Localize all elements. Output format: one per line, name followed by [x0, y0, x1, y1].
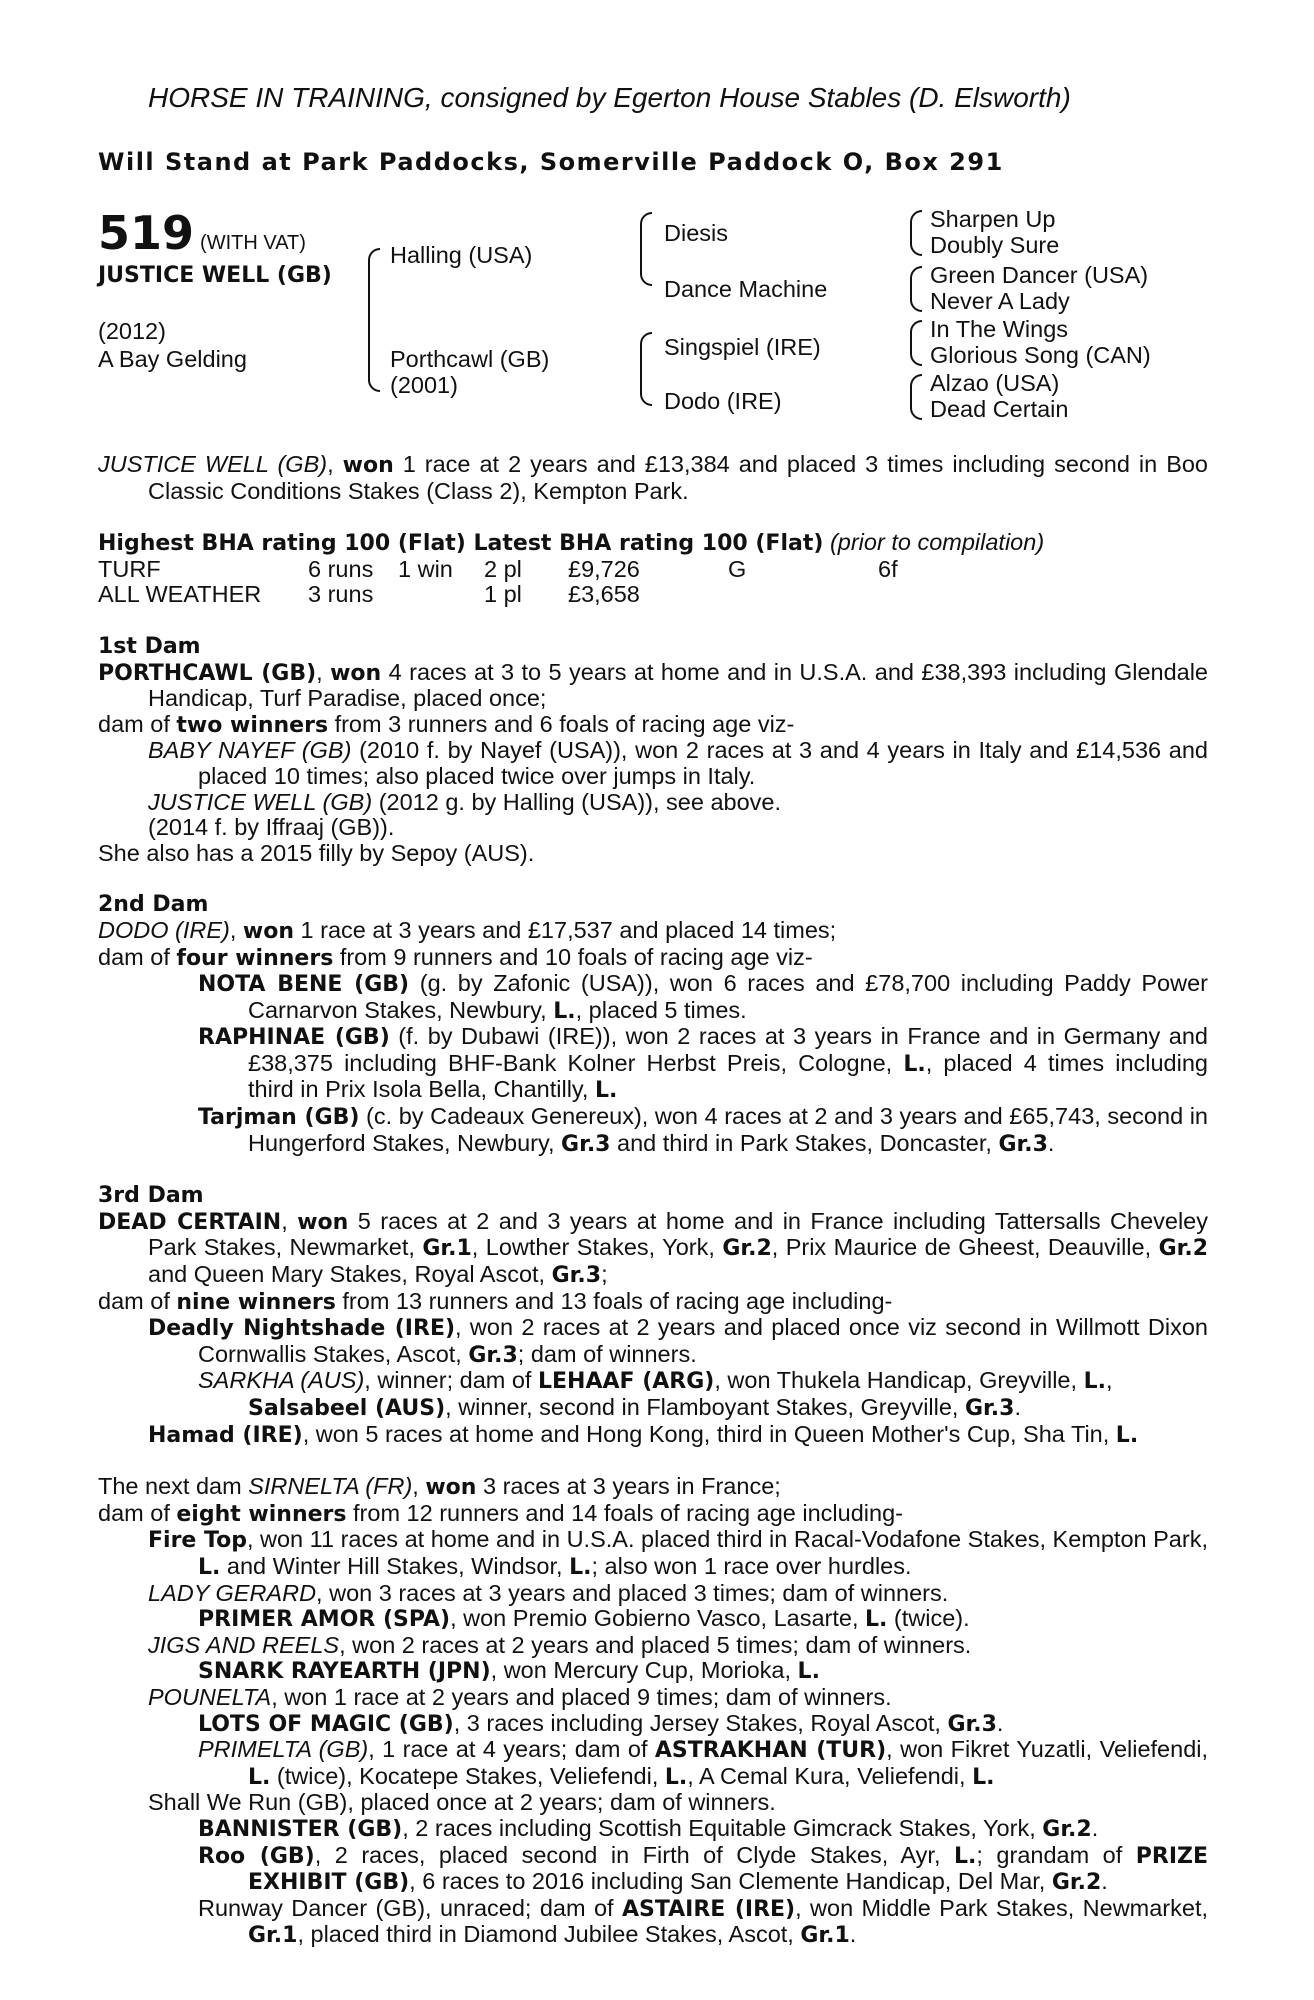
dam4-produce-5: Shall We Run (GB), placed once at 2 years; dam of winners. — [148, 1789, 776, 1816]
dam1-produce-1: BABY NAYEF (GB) (2010 f. by Nayef (USA)), won 2 races at 3 and 4 years in Italy and £14,536 and placed 10 times; also placed twice over jumps in Italy. — [148, 737, 1208, 789]
pedigree-g7: Alzao (USA) — [930, 370, 1060, 396]
pedigree-g2: Doubly Sure — [930, 232, 1060, 258]
pedigree-g3: Green Dancer (USA) — [930, 262, 1149, 288]
dam3-produce-summary: dam of nine winners from 13 runners and 13 foals of racing age including- — [98, 1287, 893, 1315]
page-title: HORSE IN TRAINING, consigned by Egerton House Stables (D. Elsworth) — [148, 82, 1071, 113]
dam2-produce-3: Tarjman (GB) (c. by Cadeaux Genereux), won 4 races at 2 and 3 years and £65,743, second in Hungerford Stakes, Newbury, Gr.3 and third in Park Stakes, Doncaster, Gr.3. — [198, 1103, 1208, 1157]
g-brace-2 — [910, 266, 922, 312]
sire-parents-brace — [640, 212, 652, 286]
dam1-produce-2: JUSTICE WELL (GB) (2012 g. by Halling (USA)), see above. — [148, 788, 782, 815]
dam4-produce-3a: SNARK RAYEARTH (JPN), won Mercury Cup, Morioka, L. — [198, 1657, 820, 1685]
pedigree-g4: Never A Lady — [930, 288, 1070, 314]
pedigree-g5: In The Wings — [930, 316, 1069, 342]
dam4-produce-4a: LOTS OF MAGIC (GB), 3 races including Jersey Stakes, Royal Ascot, Gr.3. — [198, 1709, 1004, 1737]
turf-row: TURF 6 runs 1 win 2 pl £9,726 G 6f — [98, 555, 898, 582]
horse-name: JUSTICE WELL (GB) — [98, 263, 332, 288]
dam4-produce-4: POUNELTA, won 1 race at 2 years and placed 9 times; dam of winners. — [148, 1683, 892, 1710]
dam1-produce-summary: dam of two winners from 3 runners and 6 foals of racing age viz- — [98, 710, 795, 738]
dam4-produce-4b: PRIMELTA (GB), 1 race at 4 years; dam of ASTRAKHAN (TUR), won Fikret Yuzatli, Veliefendi, L. (twice), Kocatepe Stakes, Veliefendi, L., A Cemal Kura, Veliefendi, L. — [198, 1736, 1209, 1790]
lot-header — [98, 206, 306, 260]
pedigree-sire-dam: Dance Machine — [664, 276, 828, 302]
pedigree-g6: Glorious Song (CAN) — [930, 342, 1151, 368]
dam4-produce-summary: dam of eight winners from 12 runners and 14 foals of racing age including- — [98, 1499, 903, 1527]
pedigree-sire: Halling (USA) — [390, 242, 533, 268]
dam2-produce-summary: dam of four winners from 9 runners and 10 foals of racing age viz- — [98, 943, 813, 971]
g-brace-3 — [910, 320, 922, 366]
dam-parents-brace — [640, 332, 652, 406]
dam3-produce-1: Deadly Nightshade (IRE), won 2 races at 2 years and placed once viz second in Willmott Dixon Cornwallis Stakes, Ascot, Gr.3; dam of winners. — [148, 1314, 1208, 1368]
dam4-record: The next dam SIRNELTA (FR), won 3 races at 3 years in France; — [98, 1473, 781, 1501]
vat-note: (WITH VAT) — [200, 232, 306, 254]
dam1-note: She also has a 2015 filly by Sepoy (AUS). — [98, 839, 535, 866]
pedigree-dam-sire: Singspiel (IRE) — [664, 334, 821, 360]
pedigree-block — [98, 206, 1208, 431]
dam3-produce-2: Hamad (IRE), won 5 races at home and Hong Kong, third in Queen Mother's Cup, Sha Tin, L. — [148, 1420, 1139, 1448]
dam1-produce-3: (2014 f. by Iffraaj (GB)). — [148, 814, 395, 841]
pedigree-sire-sire: Diesis — [664, 220, 728, 246]
pedigree-dam-dam: Dodo (IRE) — [664, 388, 782, 414]
pedigree-g1: Sharpen Up — [930, 206, 1056, 232]
lot-number: 519 — [98, 206, 195, 260]
dam4-produce-5c: Runway Dancer (GB), unraced; dam of ASTAIRE (IRE), won Middle Park Stakes, Newmarket, Gr.1, placed third in Diamond Jubilee Stakes, Ascot, Gr.1. — [198, 1894, 1209, 1949]
summary-paragraph: JUSTICE WELL (GB), won 1 race at 2 years and £13,384 and placed 3 times including second in Boo Classic Conditions Stakes (Class 2), Kempton Park. — [98, 451, 1209, 504]
dam3-produce-1a: SARKHA (AUS), winner; dam of LEHAAF (ARG), won Thukela Handicap, Greyville, L., — [198, 1367, 1113, 1395]
dam3-record: DEAD CERTAIN, won 5 races at 2 and 3 years at home and in France including Tattersalls Cheveley Park Stakes, Newmarket, Gr.1, Lowther Stakes, York, Gr.2, Prix Maurice de Gheest, Deauville, Gr.2 and Queen Mary Stakes, Royal Ascot, Gr.3; — [98, 1207, 1208, 1289]
dam4-produce-2a: PRIMER AMOR (SPA), won Premio Gobierno Vasco, Lasarte, L. (twice). — [198, 1605, 970, 1633]
all-weather-row: ALL WEATHER 3 runs 1 pl £3,658 — [98, 581, 640, 608]
dam4-produce-2: LADY GERARD, won 3 races at 3 years and placed 3 times; dam of winners. — [148, 1579, 949, 1606]
dam4-produce-5a: BANNISTER (GB), 2 races including Scottish Equitable Gimcrack Stakes, York, Gr.2. — [198, 1814, 1099, 1842]
pedigree-dam: Porthcawl (GB) — [390, 346, 550, 372]
dam2-heading: 2nd Dam — [98, 892, 209, 918]
dam2-produce-1: NOTA BENE (GB) (g. by Zafonic (USA)), won 6 races and £78,700 including Paddy Power Carnarvon Stakes, Newbury, L., placed 5 times. — [198, 970, 1208, 1024]
dam1-heading: 1st Dam — [98, 633, 201, 659]
dam3-produce-1b: Salsabeel (AUS), winner, second in Flamboyant Stakes, Greyville, Gr.3. — [248, 1394, 1021, 1421]
stand-location: Will Stand at Park Paddocks, Somerville Paddock O, Box 291 — [98, 148, 1004, 176]
catalogue-body — [98, 452, 1208, 1949]
dam2-record: DODO (IRE), won 1 race at 3 years and £17,537 and placed 14 times; — [98, 916, 837, 944]
horse-year: (2012) — [98, 318, 166, 344]
pedigree-dam-year: (2001) — [390, 372, 458, 398]
g-brace-4 — [910, 374, 922, 420]
dam4-produce-1: Fire Top, won 11 races at home and in U.S.A. placed third in Racal-Vodafone Stakes, Kempton Park, L. and Winter Hill Stakes, Windsor, L.; also won 1 race over hurdles. — [148, 1526, 1208, 1580]
dam3-heading: 3rd Dam — [98, 1183, 204, 1209]
dam4-produce-3: JIGS AND REELS, won 2 races at 2 years and placed 5 times; dam of winners. — [148, 1631, 972, 1658]
pedigree-g8: Dead Certain — [930, 396, 1069, 422]
g-brace-1 — [910, 210, 922, 256]
dam1-record: PORTHCAWL (GB), won 4 races at 3 to 5 years at home and in U.S.A. and £38,393 including Glendale Handicap, Turf Paradise, placed once; — [98, 658, 1209, 712]
dam2-produce-2: RAPHINAE (GB) (f. by Dubawi (IRE)), won 2 races at 3 years in France and in Germany and £38,375 including BHF-Bank Kolner Herbst Preis, Cologne, L., placed 4 times including third in Prix Isola Bella, Chantilly, L. — [198, 1023, 1208, 1104]
sire-dam-brace — [368, 248, 380, 392]
rating-heading: Highest BHA rating 100 (Flat) Latest BHA rating 100 (Flat) (prior to compilation) — [98, 529, 1045, 557]
horse-description: A Bay Gelding — [98, 346, 247, 372]
dam4-produce-5b: Roo (GB), 2 races, placed second in Firth of Clyde Stakes, Ayr, L.; grandam of PRIZE EXHIBIT (GB), 6 races to 2016 including San Clemente Handicap, Del Mar, Gr.2. — [198, 1841, 1209, 1896]
